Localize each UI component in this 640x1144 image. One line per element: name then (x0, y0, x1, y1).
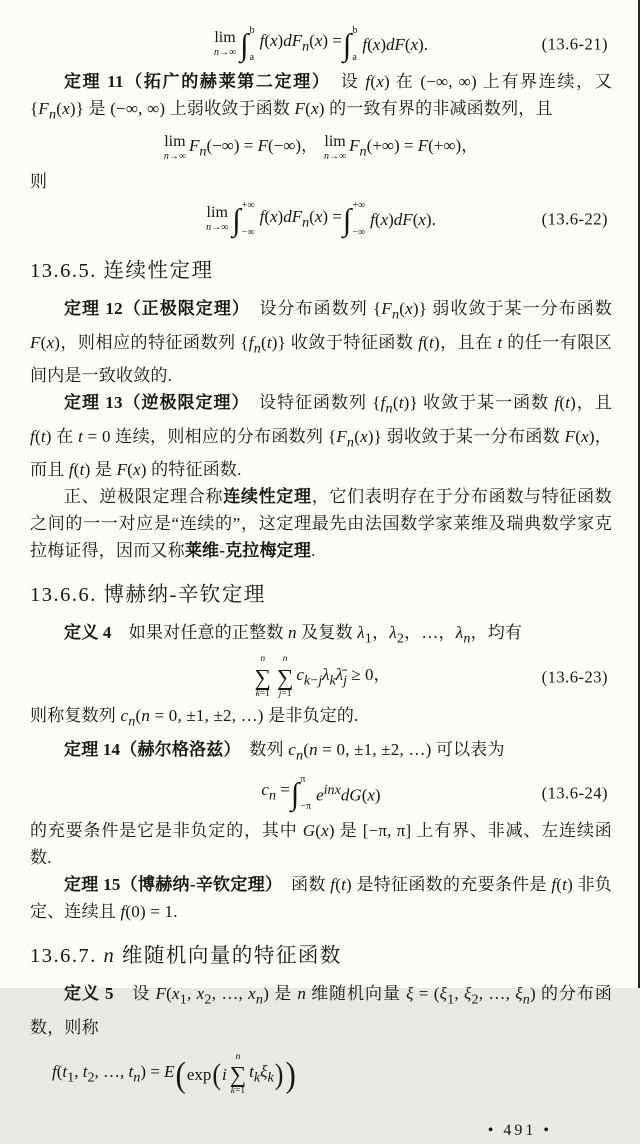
integral-upper-limit: b (352, 24, 358, 36)
equation-segment: i (222, 1065, 227, 1085)
equation-number: (13.6-24) (541, 783, 608, 803)
equation-number: (13.6-22) (541, 209, 608, 229)
equation-13-6-23 (30, 655, 612, 699)
equation-13-6-22-content (206, 201, 436, 238)
integral-sign-icon: ∫ (240, 26, 249, 62)
integral-upper-limit: +∞ (241, 199, 255, 211)
theorem-11-paragraph (30, 68, 612, 128)
theorem-14-paragraph (30, 736, 612, 769)
close-paren-inner: ) (274, 1057, 284, 1091)
sum-operator (230, 1053, 246, 1097)
integral-lower-limit: a (249, 51, 255, 63)
definition-5-text: 设 $F(x_1$, $x_2$, …, $x_n$) 是 n 维随机向量 $\xi = (\xi_1$, $\xi_2$, …, $\xi_n$) 的分布函数，则称 (30, 984, 613, 1037)
theorem-13-paragraph (30, 389, 612, 483)
theorem-12-paragraph (30, 295, 612, 389)
integral-operator (232, 201, 258, 238)
equation-segment: $F_n(-\infty) = F(-\infty)$， (188, 135, 318, 160)
equation-segment: $f(x)dF_n(x)$ = (259, 206, 342, 231)
integral-lower-limit: −π (300, 800, 312, 812)
equation-number: (13.6-23) (541, 667, 608, 687)
sum-lower-limit: k=1 (255, 688, 270, 699)
integral-sign-icon: ∫ (290, 775, 300, 811)
integral-sign-icon: ∫ (342, 26, 352, 62)
lim-word: lim (206, 204, 228, 222)
sum-sign-icon: ∑ (276, 664, 294, 690)
section-heading-13-6-5: 13.6.5. 连续性定理 (30, 260, 214, 283)
definition-4-text: 如果对任意的正整数 n 及复数 $\lambda_1$，$\lambda_2$，…，$\lambda_n$，均有 (111, 622, 523, 647)
lim-word: lim (164, 133, 186, 151)
sum-lower-limit: j=1 (278, 688, 292, 699)
theorem-12-label: 定理 12（正极限定理） (64, 299, 242, 319)
lim-operator (164, 134, 186, 162)
integral-upper-limit: π (300, 773, 306, 785)
definition-5-label: 定义 5 (64, 984, 114, 1004)
section-heading-13-6-7: 13.6.7. n 维随机向量的特征函数 (30, 945, 342, 968)
theorem-11-label: 定理 11（拓广的赫莱第二定理） (64, 72, 323, 91)
then-word: 则 (30, 172, 48, 192)
integral-bounds (242, 201, 255, 238)
exp-word: exp (186, 1065, 212, 1085)
equation-characteristic-function (30, 1053, 612, 1097)
integral-sign-icon: ∫ (342, 201, 352, 237)
integral-operator (240, 26, 259, 63)
theorem-15-paragraph (30, 871, 612, 925)
page-number: • 491 • (487, 1121, 552, 1139)
continuity-text-end: . (311, 540, 316, 560)
equation-13-6-21 (30, 23, 612, 65)
sum-upper-limit: n (260, 654, 266, 665)
integral-bounds (250, 26, 255, 63)
equation-13-6-23-content (252, 655, 391, 699)
integral-bounds (352, 201, 365, 238)
integral-operator (291, 775, 315, 812)
integral-upper-limit: +∞ (352, 199, 366, 211)
integral-upper-limit: b (249, 24, 255, 36)
equation-number: (13.6-21) (541, 34, 608, 54)
section-heading-13-6-6: 13.6.6. 博赫纳-辛钦定理 (30, 583, 266, 606)
open-paren-inner: ( (212, 1057, 222, 1091)
continuity-theorem-paragraph (30, 483, 612, 564)
nonnegative-definite-paragraph: 则称复数列 $c_n(n = 0$, ±1, ±2, …) 是非负定的. (30, 706, 359, 730)
definition-4-label: 定义 4 (64, 622, 112, 642)
theorem-12-text: 设分布函数列 $\{F_n(x)\}$ 弱收敛于某一分布函数 F(x)，则相应的特征函数列 $\{f_n(t)\}$ 收敛于特征函数 f(t)，且在 t 的任一有限区间内是一致收敛的. (30, 299, 613, 386)
theorem-14-text: 数列 $c_n(n = 0$, ±1, ±2, …) 可以表为 (232, 739, 505, 764)
equation-segment: $c_{k-j}\lambda_k\lambdā_j \ge 0$， (296, 664, 391, 689)
equation-13-6-22 (30, 198, 612, 240)
sum-upper-limit: n (282, 654, 288, 665)
equation-limits-content (164, 132, 478, 165)
theorem-13-label: 定理 13（逆极限定理） (64, 393, 241, 413)
integral-bounds (352, 26, 357, 63)
lim-word: lim (214, 29, 236, 46)
integral-sign-icon: ∫ (232, 201, 241, 237)
close-paren-outer: ) (285, 1054, 296, 1095)
sum-operator (255, 655, 271, 699)
sum-operator (277, 655, 293, 699)
theorem-15-label: 定理 15（博赫纳-辛钦定理） (64, 875, 274, 895)
equation-segment: $c_n$ = (261, 780, 290, 804)
equation-segment: $F_n(+\infty) = F(+\infty)$， (349, 135, 479, 160)
lim-operator (206, 205, 228, 233)
definition-5-paragraph (30, 980, 612, 1040)
continuity-text-pre: 正、逆极限定理合称 (64, 486, 224, 506)
equation-segment: $f(t_1$, $t_2$, …, $t_n) = E$ (52, 1061, 175, 1086)
equation-characteristic-content (52, 1053, 297, 1097)
equation-limits-line (30, 131, 612, 165)
theorem-13-text: 设特征函数列 $\{f_n(t)\}$ 收敛于某一函数 f(t)，且 f(t) 在 t = 0 连续，则相应的分布函数列 $\{F_n(x)\}$ 弱收敛于某一分布函数 F(x)，而且 f(t) 是 F(x) 的特征函数. (30, 393, 613, 479)
equation-segment: f(x)dF(x). (362, 34, 429, 54)
lim-operator (324, 134, 346, 162)
theorem-15-text: 函数 f(t) 是特征函数的充要条件是 f(t) 非负定、连续且 f(0) = 1. (30, 875, 612, 922)
lim-subscript: n→∞ (206, 222, 229, 234)
sum-sign-icon: ∑ (254, 664, 271, 690)
equation-13-6-24 (30, 772, 612, 814)
lim-operator (214, 30, 236, 58)
equation-segment: $t_k\xi_k$ (249, 1061, 274, 1086)
equation-segment: $f(x)dF_n(x)$ = (259, 31, 342, 55)
lim-subscript: n→∞ (213, 47, 237, 58)
integral-lower-limit: −∞ (352, 226, 366, 238)
integral-operator (343, 26, 362, 63)
lim-word: lim (324, 133, 346, 151)
sum-lower-limit: k=1 (230, 1086, 246, 1097)
continuity-text-mid: ，它们表明存在于分布函数与特征函数之间的一一对应是“连续的”，这定理最先由法国数学家莱维及瑞典数学家克拉梅证得，因而又称 (30, 486, 612, 560)
sum-upper-limit: n (235, 1051, 241, 1062)
integral-lower-limit: −∞ (241, 226, 255, 238)
equation-segment: $e^{inx}dG(x)$ (316, 782, 381, 805)
equation-13-6-21-content (214, 26, 428, 63)
theorem-11-text: 设 f(x) 在 (−∞, ∞) 上有界连续，又 $\{F_n(x)\}$ 是 (−∞, ∞) 上弱收敛于函数 F(x) 的一致有界的非减函数列，且 (30, 72, 613, 123)
integral-operator (343, 201, 369, 238)
sum-sign-icon: ∑ (229, 1062, 247, 1088)
integral-bounds (300, 775, 311, 812)
lim-subscript: n→∞ (324, 151, 347, 163)
equation-13-6-24-content (261, 775, 380, 812)
definition-4-paragraph (30, 619, 612, 652)
theorem-14-label: 定理 14（赫尔格洛兹） (64, 739, 233, 759)
levy-cramer-bold: 莱维-克拉梅定理 (184, 540, 312, 560)
integral-lower-limit: a (352, 51, 357, 63)
equation-segment: f(x)dF(x). (370, 209, 436, 229)
continuity-theorem-bold: 连续性定理 (223, 486, 312, 506)
condition-paragraph: 的充要条件是它是非负定的，其中 G(x) 是 [−π, π] 上有界、非减、左连续函数. (30, 821, 613, 868)
open-paren-outer: ( (175, 1054, 186, 1095)
lim-subscript: n→∞ (163, 151, 186, 163)
